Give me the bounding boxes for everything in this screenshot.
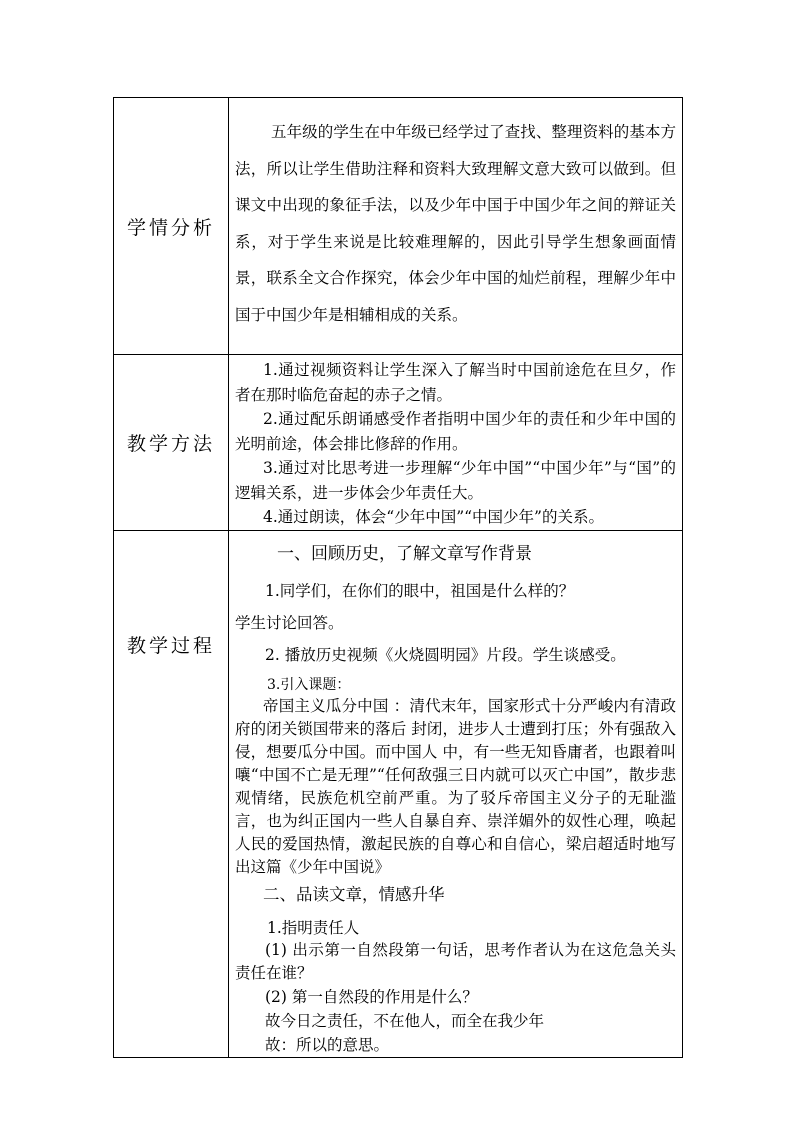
step-1-question-2: (2) 第一自然段的作用是什么？ [265,987,478,1006]
step-1-title: 1.指明责任人 [267,918,360,937]
question-1-answer: 学生讨论回答。 [235,613,344,632]
label-teaching-method: 教学方法 [114,355,229,531]
row-teaching-process [114,530,683,1057]
label-teaching-process: 教学过程 [114,530,229,1057]
row-teaching-method [114,355,683,531]
analysis-paragraph: 五年级的学生在中年级已经学过了查找、整理资料的基本方法，所以让学生借助注释和资料大致理解文意大致可以做到。但课文中出现的象征手法，以及少年中国于中国少年之间的辩证关系，对于学生来说是比较难理解的，因此引导学生想象画面情景，联系全文合作探究，体会少年中国的灿烂前程，理解少年中国于中国少年是相辅相成的关系。 [235,123,676,324]
lesson-plan-table [113,97,683,1058]
step-1-question-1: (1) 出示第一自然段第一句话，思考作者认为在这危急关头责任在谁？ [235,940,676,982]
content-student-analysis [229,98,683,355]
question-2: 2. 播放历史视频《火烧圆明园》片段。学生谈感受。 [265,645,626,664]
method-item-1: 1.通过视频资料让学生深入了解当时中国前途危在旦夕，作者在那时临危奋起的赤子之情。 [235,361,676,404]
question-3: 3.引入课题： [267,676,351,693]
section2-title: 二、品读文章，情感升华 [263,884,445,904]
method-item-3: 3.通过对比思考进一步理解“少年中国”“中国少年”与“国”的逻辑关系，进一步体会少年责任大。 [235,459,676,502]
section1-title: 一、回顾历史，了解文章写作背景 [277,543,532,564]
quote-line: 故今日之责任，不在他人，而全在我少年 [265,1011,545,1030]
question-1: 1.同学们，在你们的眼中，祖国是什么样的？ [265,581,575,600]
gloss-line: 故：所以的意思。 [265,1035,390,1054]
background-paragraph: 帝国主义瓜分中国 ：清代末年，国家形式十分严峻内有清政府的闭关锁国带来的落后 封闭，进步人士遭到打压；外有强敌入侵，想要瓜分中国。而中国人 中，有一些无知昏庸者，也跟着叫嚷“中国不亡是无理”“任何敌强三日内就可以灭亡中国”，散步悲观情绪，民族危机空前严重。为了驳斥帝国主义分子的无耻滥言，也为纠正国内一些人自暴自弃、崇洋媚外的奴性心理，唤起人民的爱国热情，激起民族的自尊心和自信心，梁启超适时地写出这篇《少年中国说》 [235,696,676,876]
method-item-4: 4.通过朗读，体会“少年中国”“中国少年”的关系。 [263,508,604,526]
content-teaching-method [229,355,683,531]
method-item-2: 2.通过配乐朗诵感受作者指明中国少年的责任和少年中国的光明前途，体会排比修辞的作用。 [235,410,676,453]
label-student-analysis: 学情分析 [114,98,229,355]
content-teaching-process [229,530,683,1057]
row-student-analysis [114,98,683,355]
